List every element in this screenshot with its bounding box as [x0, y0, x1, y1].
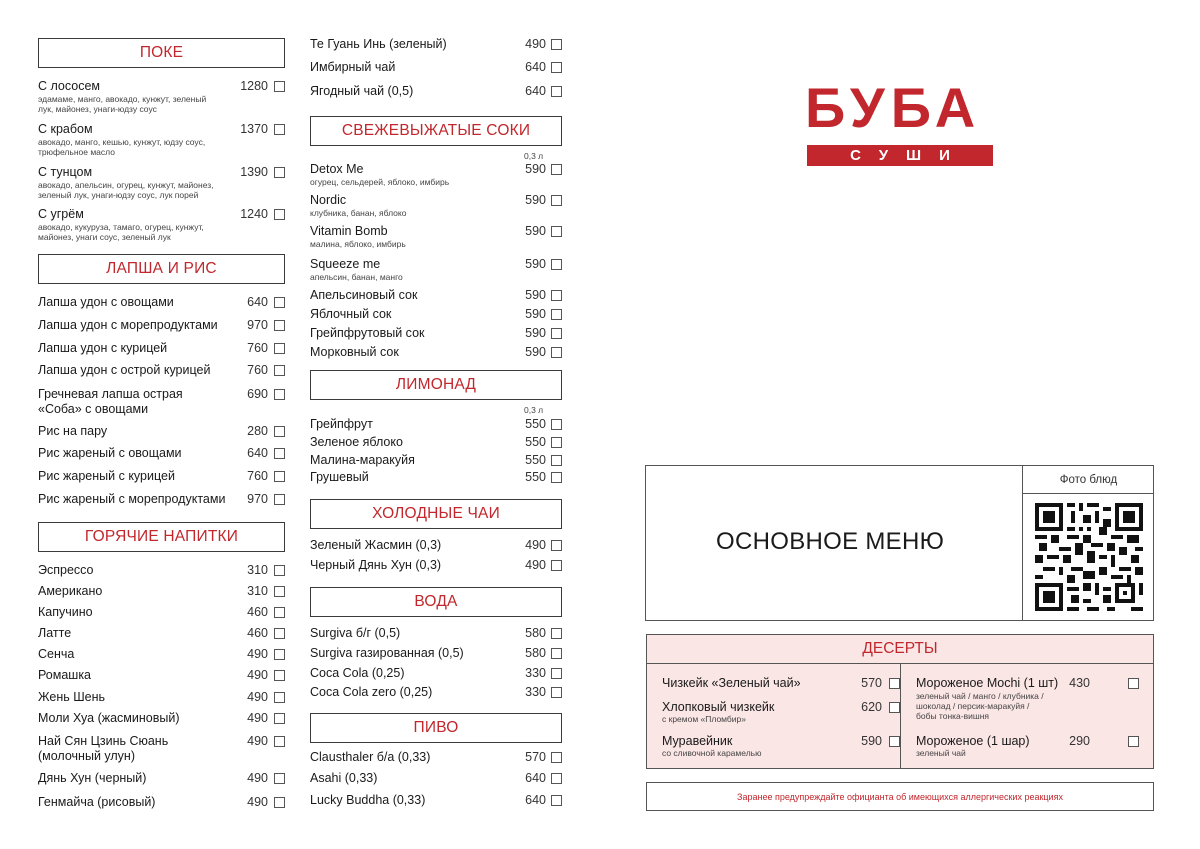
- checkbox[interactable]: [551, 773, 562, 784]
- section-title-hot-drinks: ГОРЯЧИЕ НАПИТКИ: [38, 522, 285, 552]
- checkbox[interactable]: [551, 560, 562, 571]
- checkbox[interactable]: [551, 347, 562, 358]
- checkbox[interactable]: [551, 419, 562, 430]
- checkbox[interactable]: [551, 309, 562, 320]
- checkbox[interactable]: [274, 365, 285, 376]
- checkbox[interactable]: [274, 773, 285, 784]
- checkbox[interactable]: [274, 797, 285, 808]
- logo-wordmark: БУБА: [805, 76, 982, 139]
- section-title-desserts: ДЕСЕРТЫ: [647, 635, 1153, 664]
- checkbox[interactable]: [551, 628, 562, 639]
- desserts-card: ДЕСЕРТЫ Чизкейк «Зеленый чай» 570 Хлопковый чизкейк с кремом «Пломбир» 620 Муравейник со сливочной карамелью 590 Мороженое Mochi (1 шт) зеленый чай / манго / клубника / шоколад / персик-маракуйя / бобы тонка-вишня 430 Мороженое (1 шар) зеленый чай 290: [646, 634, 1154, 769]
- checkbox[interactable]: [274, 565, 285, 576]
- checkbox[interactable]: [551, 86, 562, 97]
- checkbox[interactable]: [274, 320, 285, 331]
- checkbox[interactable]: [551, 795, 562, 806]
- checkbox[interactable]: [274, 494, 285, 505]
- checkbox[interactable]: [274, 713, 285, 724]
- checkbox[interactable]: [274, 628, 285, 639]
- checkbox[interactable]: [274, 448, 285, 459]
- checkbox[interactable]: [274, 297, 285, 308]
- checkbox[interactable]: [551, 648, 562, 659]
- allergy-notice: Заранее предупреждайте официанта об имеющихся аллергических реакциях: [646, 782, 1154, 811]
- checkbox[interactable]: [274, 209, 285, 220]
- photo-label: Фото блюд: [1023, 466, 1154, 494]
- checkbox[interactable]: [551, 687, 562, 698]
- checkbox[interactable]: [274, 343, 285, 354]
- checkbox[interactable]: [551, 226, 562, 237]
- checkbox[interactable]: [551, 668, 562, 679]
- section-title-juices: СВЕЖЕВЫЖАТЫЕ СОКИ: [310, 116, 562, 146]
- checkbox[interactable]: [274, 389, 285, 400]
- checkbox[interactable]: [551, 752, 562, 763]
- checkbox[interactable]: [889, 736, 900, 747]
- checkbox[interactable]: [551, 472, 562, 483]
- checkbox[interactable]: [274, 649, 285, 660]
- volume-label: 0,3 л: [524, 151, 544, 161]
- checkbox[interactable]: [551, 540, 562, 551]
- checkbox[interactable]: [551, 164, 562, 175]
- checkbox[interactable]: [274, 692, 285, 703]
- checkbox[interactable]: [551, 195, 562, 206]
- checkbox[interactable]: [1128, 678, 1139, 689]
- checkbox[interactable]: [274, 81, 285, 92]
- checkbox[interactable]: [551, 437, 562, 448]
- checkbox[interactable]: [889, 702, 900, 713]
- checkbox[interactable]: [551, 39, 562, 50]
- checkbox[interactable]: [274, 471, 285, 482]
- checkbox[interactable]: [274, 736, 285, 747]
- checkbox[interactable]: [274, 426, 285, 437]
- checkbox[interactable]: [274, 124, 285, 135]
- checkbox[interactable]: [551, 259, 562, 270]
- photo-qr-panel: [1022, 466, 1154, 621]
- checkbox[interactable]: [551, 62, 562, 73]
- section-title-noodles: ЛАПША И РИС: [38, 254, 285, 284]
- logo-subtitle: СУШИ: [807, 145, 993, 166]
- checkbox[interactable]: [274, 670, 285, 681]
- section-title-poke: ПОКЕ: [38, 38, 285, 68]
- checkbox[interactable]: [1128, 736, 1139, 747]
- checkbox[interactable]: [551, 290, 562, 301]
- main-menu-card: [645, 465, 1154, 621]
- qr-code-icon[interactable]: [1035, 503, 1143, 611]
- checkbox[interactable]: [889, 678, 900, 689]
- section-title-beer: ПИВО: [310, 713, 562, 743]
- section-title-lemonade: ЛИМОНАД: [310, 370, 562, 400]
- main-menu-title: ОСНОВНОЕ МЕНЮ: [716, 528, 945, 555]
- checkbox[interactable]: [274, 607, 285, 618]
- section-title-cold-tea: ХОЛОДНЫЕ ЧАИ: [310, 499, 562, 529]
- checkbox[interactable]: [274, 167, 285, 178]
- checkbox[interactable]: [551, 455, 562, 466]
- checkbox[interactable]: [274, 586, 285, 597]
- checkbox[interactable]: [551, 328, 562, 339]
- section-title-water: ВОДА: [310, 587, 562, 617]
- divider: [900, 664, 901, 768]
- volume-label: 0,3 л: [524, 405, 544, 415]
